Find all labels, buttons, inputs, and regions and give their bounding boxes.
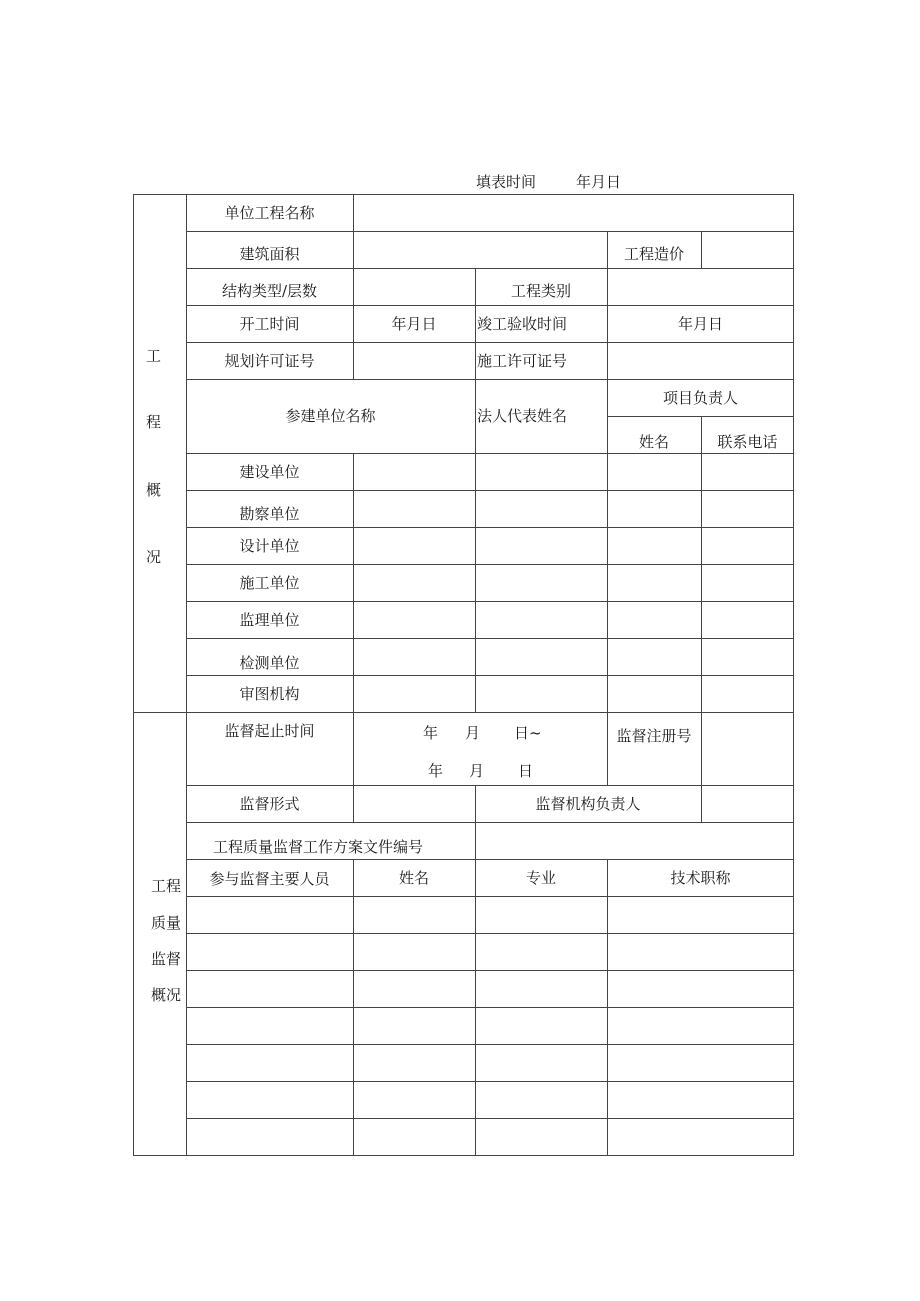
planning-permit-field[interactable] xyxy=(353,342,475,379)
unit-construction: 建设单位 xyxy=(239,462,300,481)
unit-testing: 检测单位 xyxy=(239,653,300,672)
period-month-end: 月 xyxy=(469,762,485,780)
grid-line xyxy=(353,859,354,1156)
period-label: 监督起止时间 xyxy=(224,721,315,740)
supervision-line-3: 监督 xyxy=(151,950,182,968)
overview-char-1: 工 xyxy=(146,347,162,365)
unit-design: 设计单位 xyxy=(239,536,300,555)
project-name-field[interactable] xyxy=(353,194,794,231)
staff-header-major: 专业 xyxy=(525,868,556,887)
pm-phone-label: 联系电话 xyxy=(717,432,778,451)
grid-line xyxy=(186,896,794,897)
reg-no-label: 监督注册号 xyxy=(616,726,692,745)
project-form-table xyxy=(133,194,794,1156)
project-name-label: 单位工程名称 xyxy=(224,203,315,222)
grid-line xyxy=(186,933,794,934)
staff-header-name: 姓名 xyxy=(398,868,429,887)
agency-head-label: 监督机构负责人 xyxy=(535,794,641,813)
area-label: 建筑面积 xyxy=(239,244,300,263)
start-label: 开工时间 xyxy=(239,314,300,333)
completion-date[interactable]: 年月日 xyxy=(677,314,723,333)
grid-line xyxy=(186,1118,794,1119)
category-label: 工程类别 xyxy=(510,281,571,300)
unit-survey: 勘察单位 xyxy=(239,504,300,523)
plan-doc-label: 工程质量监督工作方案文件编号 xyxy=(213,838,424,856)
supervision-line-2: 质量 xyxy=(151,914,182,932)
pm-name-label: 姓名 xyxy=(638,432,669,451)
period-day-end: 日 xyxy=(518,762,534,780)
pm-label: 项目负责人 xyxy=(662,388,738,407)
construction-permit-label: 施工许可证号 xyxy=(477,351,568,370)
structure-label: 结构类型/层数 xyxy=(221,281,318,300)
grid-line xyxy=(186,1044,794,1045)
cost-field[interactable] xyxy=(701,231,794,268)
structure-field[interactable] xyxy=(353,268,475,305)
plan-doc-field[interactable] xyxy=(475,822,794,859)
unit-review: 审图机构 xyxy=(239,684,300,703)
period-year-end: 年 xyxy=(428,762,444,780)
period-month: 月 xyxy=(465,724,481,742)
form-label: 监督形式 xyxy=(239,794,300,813)
participants-label: 参建单位名称 xyxy=(285,407,376,425)
construction-permit-field[interactable] xyxy=(607,342,794,379)
staff-header-role: 参与监督主要人员 xyxy=(209,869,330,888)
fill-time-label: 填表时间 xyxy=(476,173,537,191)
form-field[interactable] xyxy=(353,785,475,822)
completion-label: 竣工验收时间 xyxy=(477,314,568,333)
grid-line xyxy=(607,859,608,1156)
cost-label: 工程造价 xyxy=(623,244,684,263)
overview-char-2: 程 xyxy=(146,413,162,431)
supervision-line-4: 概况 xyxy=(151,986,182,1004)
start-date[interactable]: 年月日 xyxy=(391,314,437,333)
overview-char-3: 概 xyxy=(146,481,162,499)
agency-head-field[interactable] xyxy=(701,785,794,822)
fill-time xyxy=(476,171,621,192)
fill-time-date: 年月日 xyxy=(576,173,622,191)
grid-line xyxy=(475,859,476,1156)
reg-no-field[interactable] xyxy=(701,712,794,785)
grid-line xyxy=(186,1081,794,1082)
unit-supervisor: 监理单位 xyxy=(239,610,300,629)
grid-line xyxy=(186,1007,794,1008)
overview-char-4: 况 xyxy=(146,548,162,566)
category-field[interactable] xyxy=(607,268,794,305)
period-year: 年 xyxy=(423,724,439,742)
planning-permit-label: 规划许可证号 xyxy=(224,351,315,370)
unit-builder: 施工单位 xyxy=(239,573,300,592)
grid-line xyxy=(186,970,794,971)
grid-line xyxy=(353,453,354,712)
grid-line xyxy=(701,416,702,712)
supervision-line-1: 工程 xyxy=(151,877,182,895)
legal-rep-label: 法人代表姓名 xyxy=(477,407,568,425)
staff-header-title: 技术职称 xyxy=(670,868,731,887)
area-field[interactable] xyxy=(353,231,607,268)
period-day-start: 日~ xyxy=(514,724,542,742)
